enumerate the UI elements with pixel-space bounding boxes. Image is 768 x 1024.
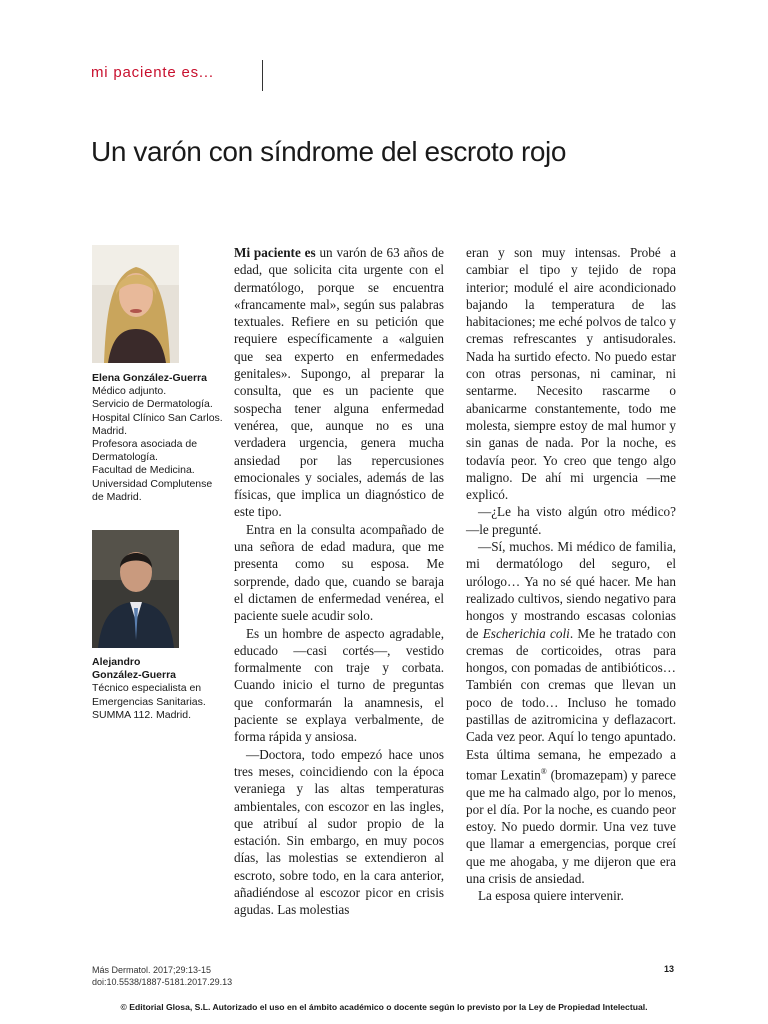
author-photo-elena: [92, 245, 179, 363]
body-paragraph: —Doctora, todo empezó hace unos tres meses, coincidiendo con la época veraniega y las altas temperaturas ambientales, con escozor en las ingles, que atribuí al sudor propio de la estación. Sin embargo, en muy pocos días, las molestias se extendieron al escroto, sobre todo, en la cara anterior, añadiéndose al escozor picor en crisis agudas. Las molestias: [234, 746, 444, 918]
author-affiliation-line: de Madrid.: [92, 490, 142, 503]
journal-reference: Más Dermatol. 2017;29:13-15: [92, 965, 212, 975]
section-divider: [262, 60, 263, 91]
page-number: 13: [664, 964, 675, 974]
paragraph-text: —Sí, muchos. Mi médico de familia, mi dermatólogo del seguro, el urólogo… Ya no sé qué hacer. Me han realizado cultivos, siendo negativo para hongos y mostrando escasas colonias de: [466, 539, 676, 641]
citation: [92, 964, 232, 988]
paragraph-text: un varón de 63 años de edad, que solicita cita urgente con el dermatólogo, porque se encuentra «francamente mal», según sus palabras textuales. Refiere en su petición que requiere específicamente a «alguien que sea experto en enfermedades genitales». Supongo, al preparar la consulta, que es un paciente que sospecha tener alguna enfermedad venérea, que, aunque no es una verdadera urgencia, genera mucha ansiedad por las repercusiones emocionales y sociales, además de las físicas, que implica un diagnóstico de este tipo.: [234, 245, 445, 520]
copyright-notice: © Editorial Glosa, S.L. Autorizado el uso en el ámbito académico o docente según lo previsto por la Ley de Propiedad Intelectual.: [120, 1002, 648, 1012]
author-affiliation-line: Hospital Clínico San Carlos.: [92, 411, 223, 424]
paragraph-text: . Me he tratado con cremas de corticoides, otras para hongos, con pomadas de antibióticos… También con cremas que llevan un poco de todo… Incluso he tomado pastillas de azitromicina y deflazacort. Cada vez peor. Aquí lo tengo apuntado. Esta última semana, he empezado a tomar Lexatin: [466, 625, 677, 783]
author-affiliation-line: Profesora asociada de: [92, 438, 198, 451]
author-name: González-Guerra: [92, 669, 177, 682]
paragraph-text: (bromazepam) y parece que me ha calmado algo, por lo menos, por el día. Por la noche, es cuando peor estoy. No puedo dormir. Una vez tuve que llamar a emergencias, porque creí que me ahogaba, y me dijeron que era una crisis de ansiedad.: [466, 767, 676, 887]
doi: doi:10.5538/1887-5181.2017.29.13: [92, 977, 233, 987]
author-name: Elena González-Guerra: [92, 372, 207, 384]
body-paragraph: eran y son muy intensas. Probé a cambiar el tipo y tejido de ropa interior; modulé el aire acondicionado bajando la temperatura de las habitaciones; me eché polvos de talco y cremas refrescantes y antisudorales. Nada ha surtido efecto. No puedo estar con otras personas, ni caminar, ni sentarme. Necesito rascarme o abanicarme constantemente, todo me molesta, siempre estoy de mal humor y sin ganas de nada. Por la noche, es todavía peor. Yo creo que tengo algo maligno. De ahí mi urgencia —me explicó.: [466, 245, 676, 503]
author-block-elena: [92, 372, 224, 504]
section-label: mi paciente es...: [91, 64, 214, 81]
body-paragraph: [466, 538, 676, 887]
lead-in: Mi paciente es: [234, 245, 316, 260]
body-paragraph: Es un hombre de aspecto agradable, educado —casi cortés—, vestido formalmente con traje y corbata. Cuando inicio el turno de preguntas que conformarán la anamnesis, el paciente se explaya verbalmente, de forma rápida y ansiosa.: [234, 625, 444, 745]
author-affiliation-line: Emergencias Sanitarias.: [92, 695, 206, 708]
author-affiliation-line: Facultad de Medicina.: [92, 464, 195, 477]
author-name: Alejandro: [92, 656, 141, 668]
body-paragraph: Entra en la consulta acompañado de una señora de edad madura, que me presenta como su esposa. Me sorprende, dado que, cuando se baraja el dictamen de enfermedad venérea, el paciente suele acudir solo.: [234, 521, 444, 624]
article-title: Un varón con síndrome del escroto rojo: [91, 136, 567, 167]
body-column-2: [466, 244, 676, 905]
author-photo-alejandro: [92, 530, 179, 648]
author-affiliation-line: SUMMA 112. Madrid.: [92, 708, 192, 721]
author-affiliation-line: Servicio de Dermatología.: [92, 398, 213, 411]
author-affiliation-line: Técnico especialista en: [92, 682, 202, 695]
author-affiliation-line: Dermatología.: [92, 451, 158, 464]
body-paragraph: La esposa quiere intervenir.: [478, 888, 624, 904]
body-paragraph: [234, 244, 444, 521]
author-affiliation-line: Universidad Complutense: [92, 477, 213, 490]
species-name: Escherichia coli: [482, 625, 570, 641]
registered-mark: ®: [540, 766, 547, 776]
body-column-1: [234, 244, 444, 919]
body-paragraph: —¿Le ha visto algún otro médico? —le pregunté.: [466, 504, 676, 537]
author-block-alejandro: [92, 656, 224, 722]
author-affiliation-line: Madrid.: [92, 424, 128, 437]
author-affiliation-line: Médico adjunto.: [92, 385, 167, 398]
